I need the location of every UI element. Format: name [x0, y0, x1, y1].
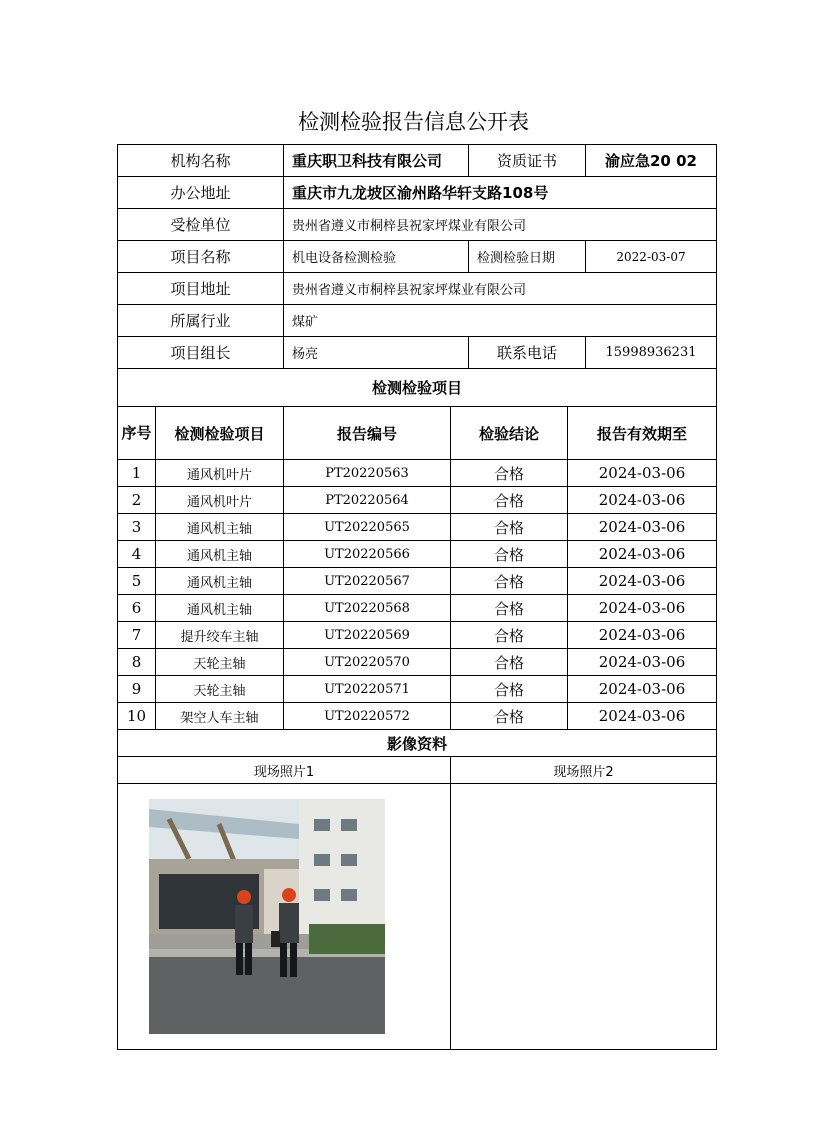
date-label: 检测检验日期 [469, 241, 586, 273]
item-result: 合格 [451, 703, 568, 730]
item-valid-until: 2024-03-06 [568, 703, 717, 730]
table-row [118, 541, 717, 568]
item-report-no: UT20220569 [284, 622, 451, 649]
item-name: 架空人车主轴 [156, 703, 284, 730]
org-value: 重庆职卫科技有限公司 [284, 145, 469, 177]
table-row [118, 622, 717, 649]
header-seq: 序号 [118, 407, 156, 460]
item-result: 合格 [451, 568, 568, 595]
item-valid-until: 2024-03-06 [568, 622, 717, 649]
leader-value: 杨亮 [284, 337, 469, 369]
addr-label: 办公地址 [118, 177, 284, 209]
item-valid-until: 2024-03-06 [568, 595, 717, 622]
item-report-no: UT20220570 [284, 649, 451, 676]
photo2-label: 现场照片2 [451, 757, 717, 784]
project-value: 机电设备检测检验 [284, 241, 469, 273]
table-row [118, 676, 717, 703]
item-report-no: UT20220568 [284, 595, 451, 622]
item-report-no: UT20220566 [284, 541, 451, 568]
item-seq: 8 [118, 649, 156, 676]
table-row [118, 460, 717, 487]
industry-value: 煤矿 [284, 305, 717, 337]
photo1-label: 现场照片1 [118, 757, 451, 784]
item-valid-until: 2024-03-06 [568, 568, 717, 595]
item-result: 合格 [451, 676, 568, 703]
item-name: 天轮主轴 [156, 676, 284, 703]
table-row [118, 514, 717, 541]
table-row [118, 703, 717, 730]
images-heading: 影像资料 [118, 730, 717, 757]
cert-label: 资质证书 [469, 145, 586, 177]
item-seq: 7 [118, 622, 156, 649]
site-label: 项目地址 [118, 273, 284, 305]
table-row [118, 487, 717, 514]
item-valid-until: 2024-03-06 [568, 541, 717, 568]
item-valid-until: 2024-03-06 [568, 460, 717, 487]
site-photo-1 [149, 799, 385, 1034]
project-label: 项目名称 [118, 241, 284, 273]
item-seq: 2 [118, 487, 156, 514]
header-report-no: 报告编号 [284, 407, 451, 460]
item-report-no: PT20220563 [284, 460, 451, 487]
item-name: 通风机叶片 [156, 460, 284, 487]
table-row [118, 649, 717, 676]
item-report-no: UT20220567 [284, 568, 451, 595]
item-report-no: UT20220565 [284, 514, 451, 541]
industry-label: 所属行业 [118, 305, 284, 337]
item-report-no: UT20220572 [284, 703, 451, 730]
item-name: 通风机叶片 [156, 487, 284, 514]
item-report-no: UT20220571 [284, 676, 451, 703]
header-valid-until: 报告有效期至 [568, 407, 717, 460]
org-label: 机构名称 [118, 145, 284, 177]
item-seq: 9 [118, 676, 156, 703]
item-result: 合格 [451, 595, 568, 622]
item-result: 合格 [451, 541, 568, 568]
item-seq: 6 [118, 595, 156, 622]
item-seq: 10 [118, 703, 156, 730]
phone-value: 15998936231 [586, 337, 717, 369]
item-seq: 1 [118, 460, 156, 487]
header-item: 检测检验项目 [156, 407, 284, 460]
page-title: 检测检验报告信息公开表 [298, 110, 529, 134]
photo2-cell [451, 784, 717, 1050]
item-name: 通风机主轴 [156, 595, 284, 622]
addr-value: 重庆市九龙坡区渝州路华轩支路108号 [284, 177, 717, 209]
phone-label: 联系电话 [469, 337, 586, 369]
header-result: 检验结论 [451, 407, 568, 460]
table-row [118, 595, 717, 622]
item-valid-until: 2024-03-06 [568, 487, 717, 514]
item-name: 提升绞车主轴 [156, 622, 284, 649]
item-valid-until: 2024-03-06 [568, 514, 717, 541]
item-name: 通风机主轴 [156, 541, 284, 568]
item-result: 合格 [451, 514, 568, 541]
table-row [118, 568, 717, 595]
items-heading: 检测检验项目 [118, 369, 717, 407]
client-label: 受检单位 [118, 209, 284, 241]
item-report-no: PT20220564 [284, 487, 451, 514]
item-result: 合格 [451, 460, 568, 487]
photo1-cell [118, 784, 451, 1050]
item-seq: 5 [118, 568, 156, 595]
item-result: 合格 [451, 487, 568, 514]
item-valid-until: 2024-03-06 [568, 649, 717, 676]
item-name: 通风机主轴 [156, 514, 284, 541]
leader-label: 项目组长 [118, 337, 284, 369]
cert-value: 渝应急20 02 [586, 145, 717, 177]
item-result: 合格 [451, 622, 568, 649]
item-seq: 4 [118, 541, 156, 568]
item-seq: 3 [118, 514, 156, 541]
client-value: 贵州省遵义市桐梓县祝家坪煤业有限公司 [284, 209, 717, 241]
item-result: 合格 [451, 649, 568, 676]
item-name: 天轮主轴 [156, 649, 284, 676]
date-value: 2022-03-07 [586, 241, 717, 273]
site-value: 贵州省遵义市桐梓县祝家坪煤业有限公司 [284, 273, 717, 305]
report-info-table [117, 144, 717, 1050]
item-name: 通风机主轴 [156, 568, 284, 595]
item-valid-until: 2024-03-06 [568, 676, 717, 703]
